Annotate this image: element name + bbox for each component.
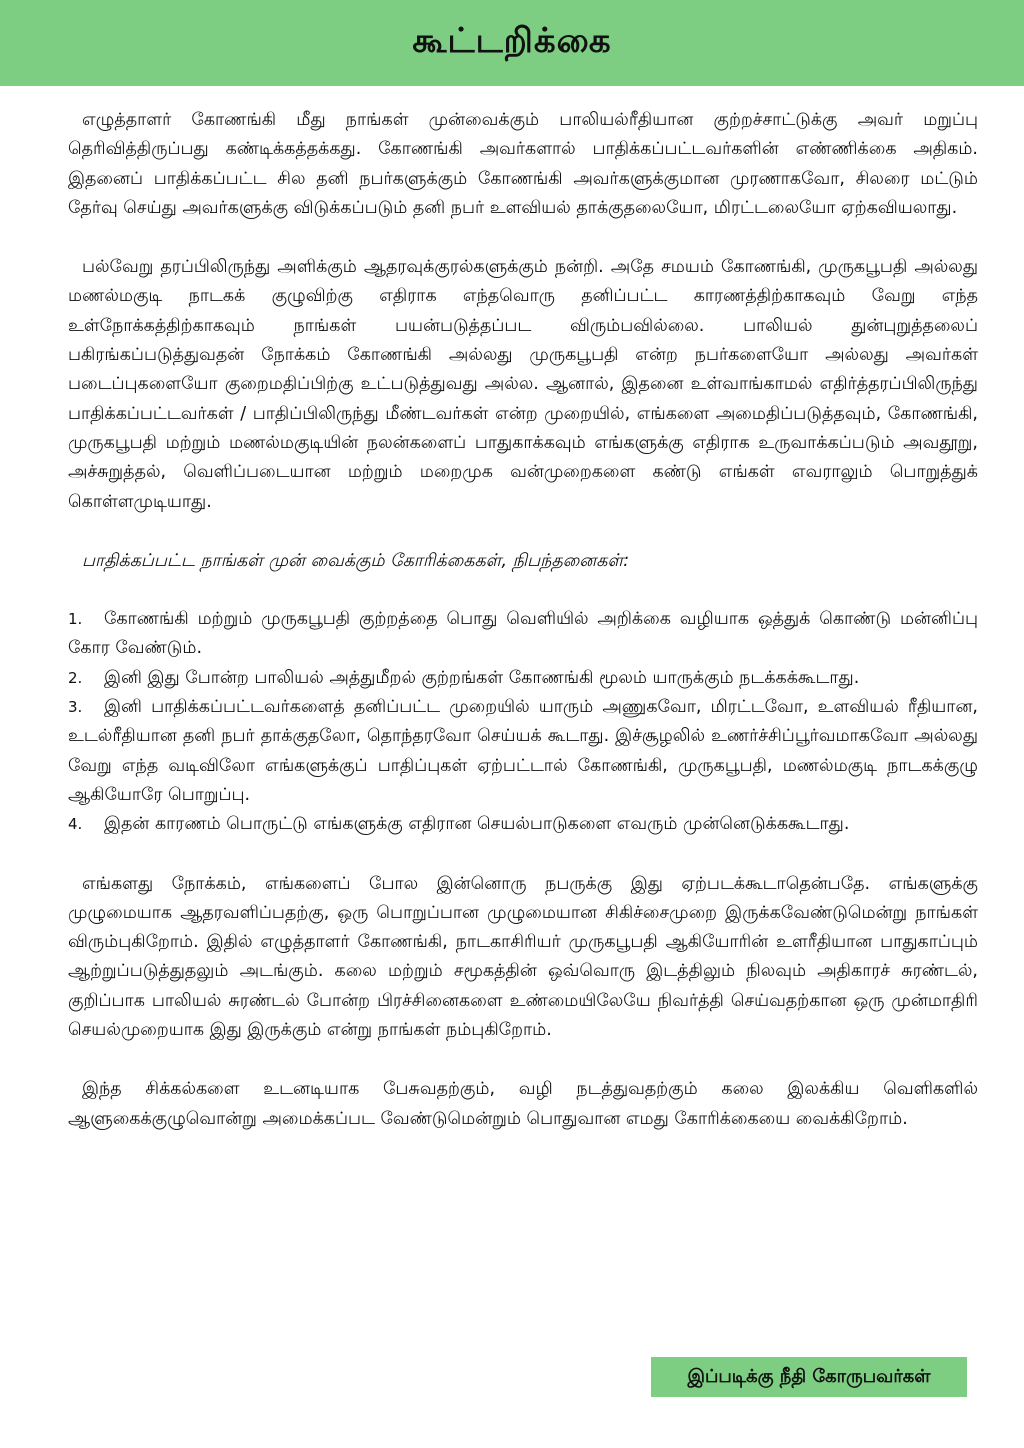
demands-list	[68, 605, 978, 839]
demand-item-2	[68, 664, 978, 693]
demand-text: இதன் காரணம் பொருட்டு எங்களுக்கு எதிரான செயல்பாடுகளை எவரும் முன்னெடுக்ககூடாது.	[104, 814, 850, 835]
demand-number: 4.	[68, 815, 83, 834]
signature-box: இப்படிக்கு நீதி கோருபவர்கள்	[651, 1357, 967, 1397]
header-banner	[0, 0, 1024, 86]
statement-body	[68, 106, 978, 1164]
demand-number: 1.	[68, 610, 83, 629]
demand-number: 3.	[68, 698, 83, 717]
demand-text: இனி இது போன்ற பாலியல் அத்துமீறல் குற்றங்கள் கோணங்கி மூலம் யாருக்கும் நடக்கக்கூடாது.	[104, 667, 860, 688]
demand-item-1	[68, 605, 978, 664]
demand-item-3	[68, 693, 978, 810]
paragraph-4: இந்த சிக்கல்களை உடனடியாக பேசுவதற்கும், வழி நடத்துவதற்கும் கலை இலக்கிய வெளிகளில் ஆளுகைக்குழுவொன்று அமைக்கப்பட வேண்டுமென்றும் பொதுவான எமது கோரிக்கையை வைக்கிறோம்.	[68, 1079, 978, 1129]
paragraph-1: எழுத்தாளர் கோணங்கி மீது நாங்கள் முன்வைக்கும் பாலியல்ரீதியான குற்றச்சாட்டுக்கு அவர் மறுப்பு தெரிவித்திருப்பது கண்டிக்கத்தக்கது. கோணங்கி அவர்களால் பாதிக்கப்பட்டவர்களின் எண்ணிக்கை அதிகம். இதனைப் பாதிக்கப்பட்ட சில தனி நபர்களுக்கும் கோணங்கி அவர்களுக்குமான முரணாகவோ, சிலரை மட்டும் தேர்வு செய்து அவர்களுக்கு விடுக்கப்படும் தனி நபர் உளவியல் தாக்குதலையோ, மிரட்டலையோ ஏற்கவியலாது.	[68, 110, 978, 218]
demand-text: இனி பாதிக்கப்பட்டவர்களைத் தனிப்பட்ட முறையில் யாரும் அணுகவோ, மிரட்டவோ, உளவியல் ரீதியான, உடல்ரீதியான தனி நபர் தாக்குதலோ, தொந்தரவோ செய்யக் கூடாது. இச்சூழலில் உணர்ச்சிப்பூர்வமாகவோ அல்லது வேறு எந்த வடிவிலோ எங்களுக்குப் பாதிப்புகள் ஏற்பட்டால் கோணங்கி, முருகபூபதி, மணல்மகுடி நாடகக்குழு ஆகியோரே பொறுப்பு.	[68, 697, 978, 805]
paragraph-3: எங்களது நோக்கம், எங்களைப் போல இன்னொரு நபருக்கு இது ஏற்படக்கூடாதென்பதே. எங்களுக்கு முழுமையாக ஆதரவளிப்பதற்கு, ஒரு பொறுப்பான முழுமையான சிகிச்சைமுறை இருக்கவேண்டுமென்று நாங்கள் விரும்புகிறோம். இதில் எழுத்தாளர் கோணங்கி, நாடகாசிரியர் முருகபூபதி ஆகியோரின் உளரீதியான பாதுகாப்பும் ஆற்றுப்படுத்துதலும் அடங்கும். கலை மற்றும் சமூகத்தின் ஒவ்வொரு இடத்திலும் நிலவும் அதிகாரச் சுரண்டல், குறிப்பாக பாலியல் சுரண்டல் போன்ற பிரச்சினைகளை உண்மையிலேயே நிவர்த்தி செய்வதற்கான ஒரு முன்மாதிரி செயல்முறையாக இது இருக்கும் என்று நாங்கள் நம்புகிறோம்.	[68, 873, 978, 1041]
page-title: கூட்டறிக்கை	[412, 21, 612, 61]
paragraph-2: பல்வேறு தரப்பிலிருந்து அளிக்கும் ஆதரவுக்குரல்களுக்கும் நன்றி. அதே சமயம் கோணங்கி, முருகபூபதி அல்லது மணல்மகுடி நாடகக் குழுவிற்கு எதிராக எந்தவொரு தனிப்பட்ட காரணத்திற்காகவும் வேறு எந்த உள்நோக்கத்திற்காகவும் நாங்கள் பயன்படுத்தப்பட விரும்பவில்லை. பாலியல் துன்புறுத்தலைப் பகிரங்கப்படுத்துவதன் நோக்கம் கோணங்கி அல்லது முருகபூபதி என்ற நபர்களையோ அல்லது அவர்கள் படைப்புகளையோ குறைமதிப்பிற்கு உட்படுத்துவது அல்ல. ஆனால், இதனை உள்வாங்காமல் எதிர்த்தரப்பிலிருந்து பாதிக்கப்பட்டவர்கள் / பாதிப்பிலிருந்து மீண்டவர்கள் என்ற முறையில், எங்களை அமைதிப்படுத்தவும், கோணங்கி, முருகபூபதி மற்றும் மணல்மகுடியின் நலன்களைப் பாதுகாக்கவும் எங்களுக்கு எதிராக உருவாக்கப்படும் அவதூறு, அச்சுறுத்தல், வெளிப்படையான மற்றும் மறைமுக வன்முறைகளை கண்டு எங்கள் எவராலும் பொறுத்துக் கொள்ளமுடியாது.	[68, 257, 978, 512]
demands-intro: பாதிக்கப்பட்ட நாங்கள் முன் வைக்கும் கோரிக்கைகள், நிபந்தனைகள்:	[82, 550, 630, 571]
demand-item-4	[68, 810, 978, 839]
demand-number: 2.	[68, 668, 83, 687]
demand-text: கோணங்கி மற்றும் முருகபூபதி குற்றத்தை பொது வெளியில் அறிக்கை வழியாக ஒத்துக் கொண்டு மன்னிப்பு கோர வேண்டும்.	[68, 609, 978, 659]
